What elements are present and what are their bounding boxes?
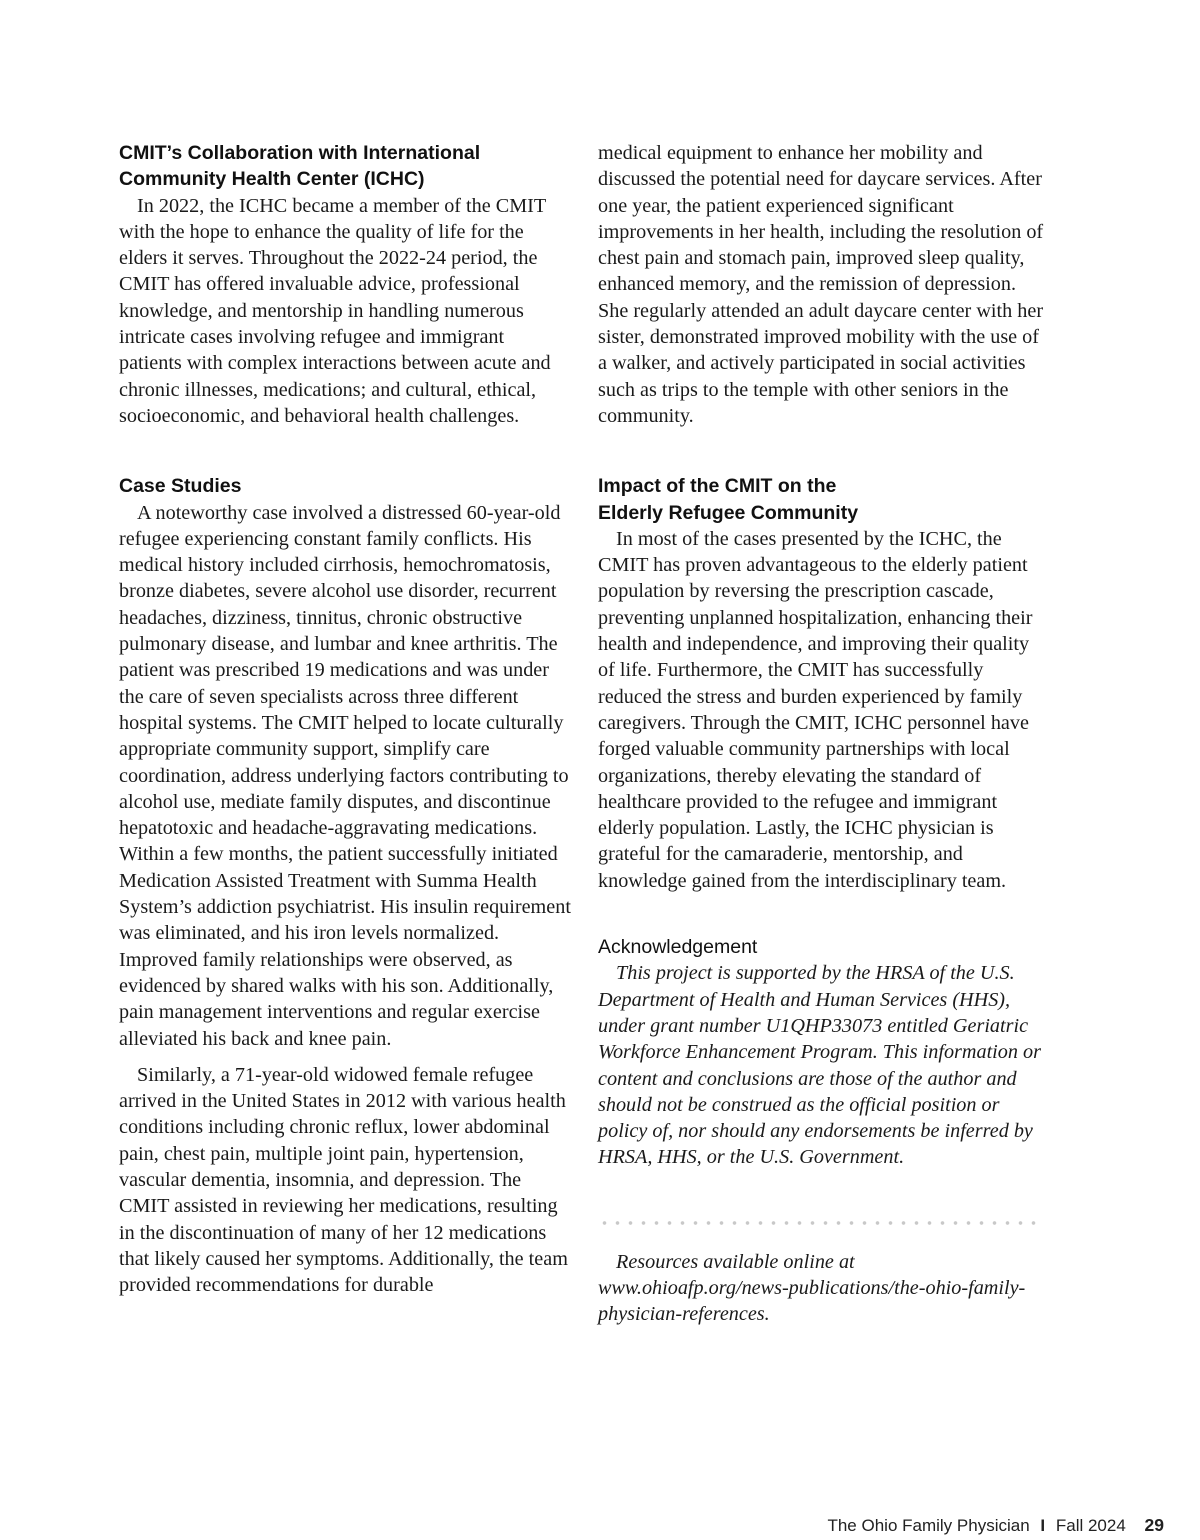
- right-column: [598, 140, 1048, 1328]
- left-column: [119, 140, 571, 1298]
- section-heading-impact: [598, 473, 1048, 526]
- impact-paragraph: In most of the cases presented by the ICHC, the CMIT has proven advantageous to the elderly patient population by reversing the prescription cascade, preventing unplanned hospitalization, enhancing their health and independence, and improving their quality of life. Furthermore, the CMIT has successfully reduced the stress and burden experienced by family caregivers. Through the CMIT, ICHC personnel have forged valuable community partnerships with local organizations, thereby elevating the standard of healthcare provided to the refugee and immigrant elderly population. Lastly, the ICHC physician is grateful for the camaraderie, mentorship, and knowledge gained from the interdisciplinary team.: [598, 527, 1033, 892]
- section-heading-ichc-collaboration: [119, 140, 571, 193]
- case-study-paragraph-1: A noteworthy case involved a distressed 60-year-old refugee experiencing constant family conflicts. His medical history included cirrhosis, hemochromatosis, bronze diabetes, severe alcohol use disorder, recurrent headaches, dizziness, tinnitus, chronic obstructive pulmonary disease, and lumbar and knee arthritis. The patient was prescribed 19 medications and was under the care of seven specialists across three different hospital systems. The CMIT helped to locate culturally appropriate community support, simplify care coordination, address underlying factors contributing to alcohol use, mediate family disputes, and discontinue hepatotoxic and headache-aggravating medications. Within a few months, the patient successfully initiated Medication Assisted Treatment with Summa Health System’s addiction psychiatrist. His insulin requirement was eliminated, and his iron levels normalized. Improved family relationships were observed, as evidenced by shared walks with his son. Additionally, pain management interventions and regular exercise alleviated his back and knee pain.: [119, 501, 571, 1050]
- heading-line: Impact of the CMIT on the: [598, 475, 837, 498]
- ichc-collaboration-paragraph: In 2022, the ICHC became a member of the CMIT with the hope to enhance the quality of life for the elders it serves. Throughout the 2022-24 period, the CMIT has offered invaluable advice, professional knowledge, and mentorship in handling numerous intricate cases involving refugee and immigrant patients with complex interactions between acute and chronic illnesses, medications; and cultural, ethical, socioeconomic, and behavioral health challenges.: [119, 194, 551, 427]
- case-study-continuation-paragraph: medical equipment to enhance her mobility and discussed the potential need for daycare services. After one year, the patient experienced significant improvements in her health, including the resolution of chest pain and stomach pain, improved sleep quality, enhanced memory, and the remission of depression. She regularly attended an adult daycare center with her sister, demonstrated improved mobility with the use of a walker, and actively participated in social activities such as trips to the temple with other seniors in the community.: [598, 142, 1044, 427]
- issue-date: Fall 2024: [1055, 1516, 1126, 1535]
- publication-name: The Ohio Family Physician: [827, 1516, 1030, 1535]
- acknowledgement-heading: Acknowledgement: [598, 936, 758, 959]
- page-footer: [827, 1515, 1164, 1536]
- dotted-divider: [598, 1221, 1044, 1225]
- case-study-paragraph-2: Similarly, a 71-year-old widowed female refugee arrived in the United States in 2012 with various health conditions including chronic reflux, lower abdominal pain, chest pain, multiple joint pain, hypertension, vascular dementia, insomnia, and depression. The CMIT assisted in reviewing her medications, resulting in the discontinuation of many of her 12 medications that likely caused her symptoms. Additionally, the team provided recommendations for durable: [119, 1063, 568, 1297]
- section-heading-case-studies: Case Studies: [119, 475, 242, 498]
- acknowledgement-text: This project is supported by the HRSA of the U.S. Department of Health and Human Services (HHS), under grant number U1QHP33073 entitled Geriatric Workforce Enhancement Program. This information or content and conclusions are those of the author and should not be construed as the official position or policy of, nor should any endorsements be inferred by HRSA, HHS, or the U.S. Government.: [598, 962, 1041, 1169]
- footer-separator: I: [1040, 1516, 1046, 1535]
- heading-line: CMIT’s Collaboration with International: [119, 142, 481, 164]
- resources-text: Resources available online at www.ohioafp.org/news-publications/the-ohio-family-physician-references.: [598, 1250, 1026, 1326]
- page-number: 29: [1144, 1515, 1164, 1535]
- heading-line: Community Health Center (ICHC): [119, 168, 425, 191]
- heading-line: Elderly Refugee Community: [598, 501, 859, 524]
